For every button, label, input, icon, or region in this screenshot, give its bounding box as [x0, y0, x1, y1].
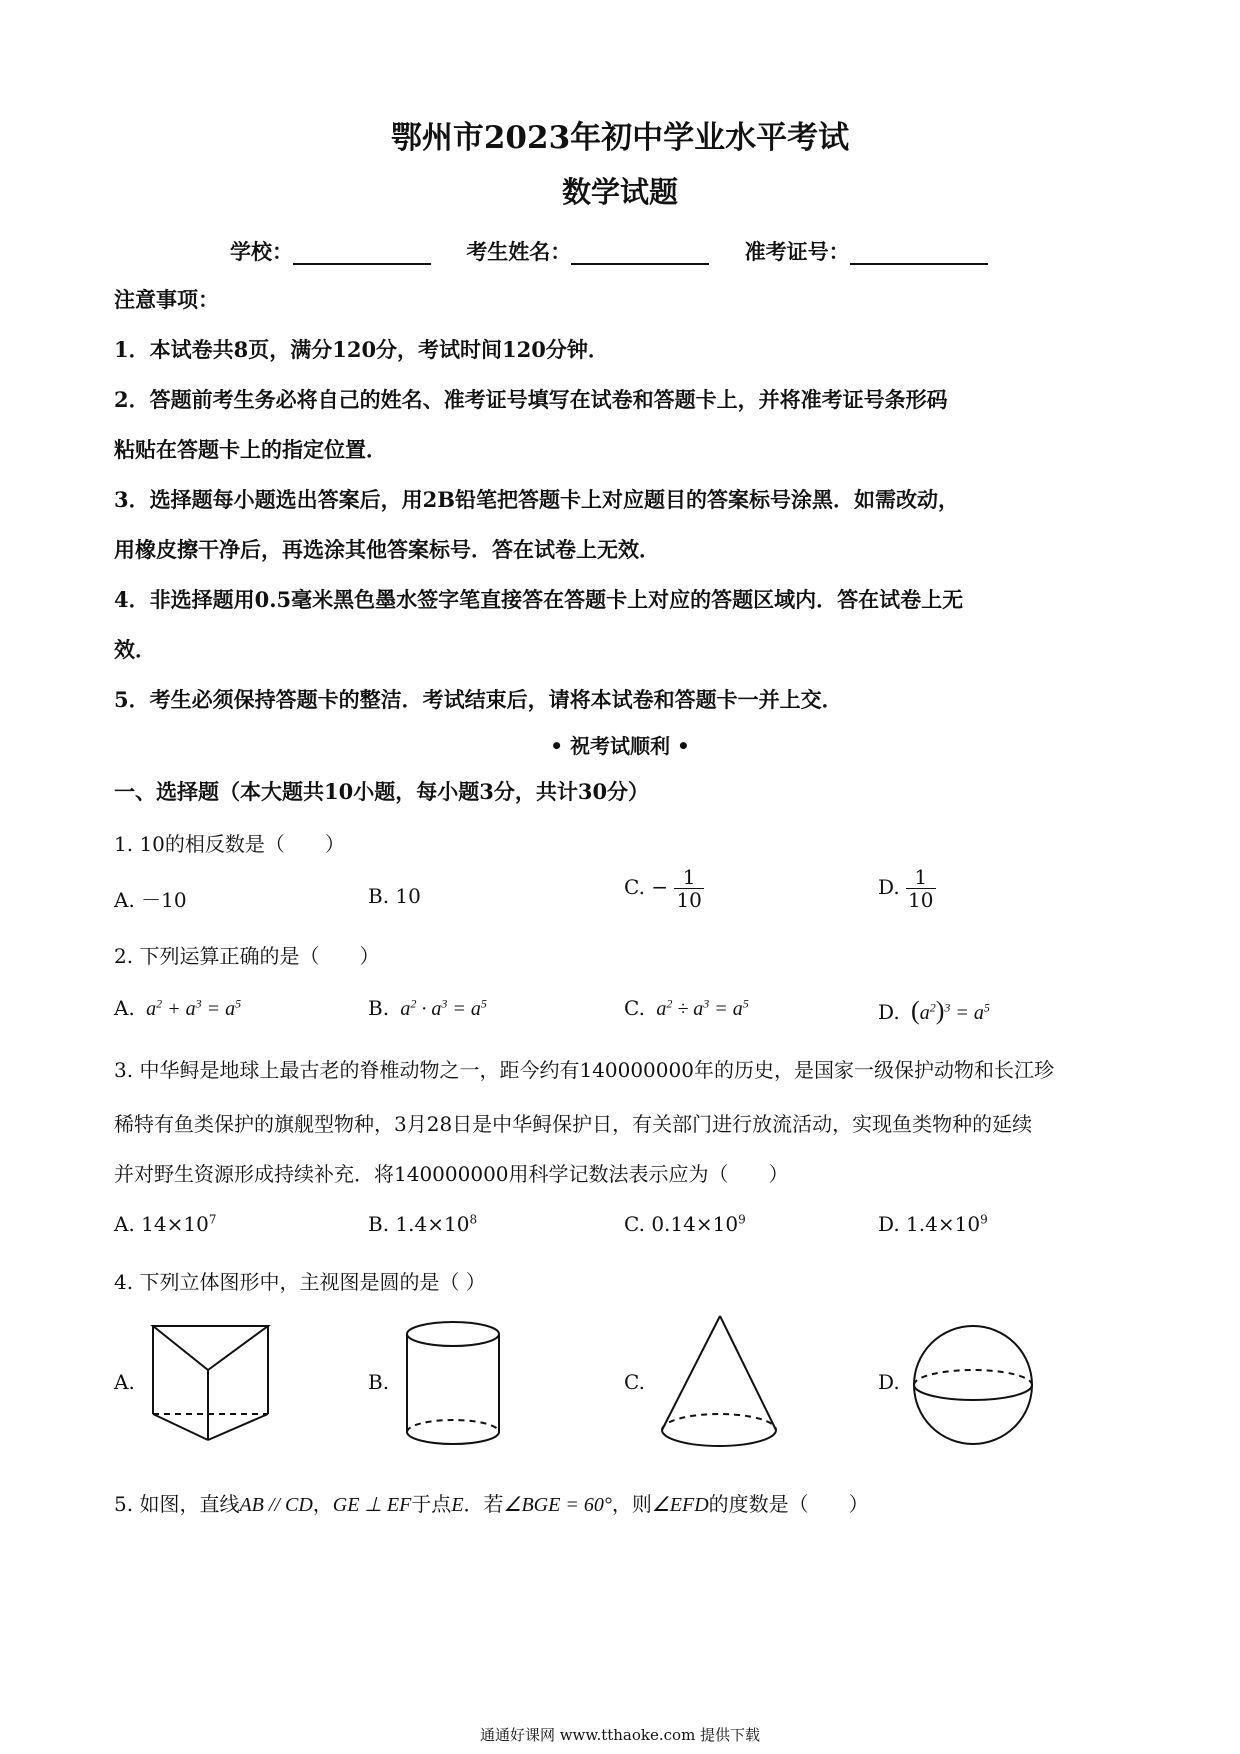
school-blank: [293, 243, 431, 265]
q1-d-den: 10: [908, 888, 934, 912]
q5-sep: ，则: [611, 1492, 652, 1516]
question-2-stem: 2. 下列运算正确的是（ ）: [114, 944, 380, 968]
school-label: 学校：: [230, 239, 293, 264]
question-1-stem: 1. 10的相反数是（ ）: [114, 832, 345, 856]
q5-point-e: E: [451, 1494, 464, 1516]
q3-d-exp: 9: [980, 1212, 988, 1227]
q5-angle-efd: ∠EFD: [651, 1494, 709, 1516]
notice-item: 1．本试卷共8页，满分120分，考试时间120分钟．: [114, 337, 609, 362]
name-blank: [571, 243, 709, 265]
q3-d-base: 1.4×10: [906, 1212, 981, 1236]
q1-option-c: [624, 866, 704, 911]
notice-item: 效．: [114, 637, 156, 662]
blessing: • 祝考试顺利 •: [550, 734, 690, 758]
q1-c-label: C.: [624, 875, 645, 899]
cylinder-figure: [398, 1318, 508, 1448]
q5-angle-bge: ∠BGE = 60°: [503, 1494, 612, 1516]
q1-option-d: [878, 866, 936, 911]
q5-sep: ．若: [463, 1492, 504, 1516]
q5-parallel-lines: AB // CD: [239, 1494, 313, 1516]
candidate-fields: [230, 236, 988, 266]
notice-item: 粘贴在答题卡上的指定位置．: [114, 437, 387, 462]
question-3-line: 3. 中华鲟是地球上最古老的脊椎动物之一，距今约有140000000年的历史，是国家一级保护动物和长江珍: [114, 1058, 1054, 1082]
question-3-line: 稀特有鱼类保护的旗舰型物种，3月28日是中华鲟保护日，有关部门进行放流活动，实现鱼类物种的延续: [114, 1112, 1033, 1136]
q5-suffix: 的度数是（ ）: [708, 1492, 869, 1516]
q3-b-label: B.: [368, 1212, 390, 1236]
q1-d-fraction: [906, 866, 935, 911]
footer-source: 通通好课网 www.tthaoke.com 提供下载: [479, 1726, 761, 1744]
q1-c-den: 10: [676, 888, 702, 912]
q1-d-num: 1: [906, 866, 935, 889]
q4-option-d-label: D.: [878, 1370, 900, 1394]
q3-option-b: [368, 1212, 477, 1236]
question-4-stem: 4. 下列立体图形中，主视图是圆的是（ ）: [114, 1270, 486, 1294]
q5-prefix: 5. 如图，直线: [114, 1492, 240, 1516]
notice-item: 4．非选择题用0.5毫米黑色墨水签字笔直接答在答题卡上对应的答题区域内．答在试卷上无: [114, 587, 964, 612]
q2-option-c: [624, 996, 749, 1021]
notice-heading: 注意事项：: [114, 287, 219, 312]
q2-option-a: [114, 996, 241, 1021]
q2-b-expr: $a^2 \cdot a^3 = a^5$: [395, 996, 487, 1020]
cone-figure: [654, 1312, 784, 1452]
q5-sep: ，: [312, 1492, 333, 1516]
triangular-prism-figure: [148, 1318, 288, 1448]
q2-c-label: C.: [624, 996, 645, 1020]
sphere-figure: [908, 1320, 1038, 1450]
id-label: 准考证号：: [744, 239, 850, 264]
q3-b-base: 1.4×10: [395, 1212, 470, 1236]
q4-option-c-label: C.: [624, 1370, 645, 1394]
q2-b-label: B.: [368, 996, 390, 1020]
notice-item: 3．选择题每小题选出答案后，用2B铅笔把答题卡上对应题目的答案标号涂黑．如需改动，: [114, 487, 959, 512]
name-label: 考生姓名：: [466, 239, 572, 264]
q2-c-expr: $a^2 \div a^3 = a^5$: [651, 996, 749, 1020]
q1-c-num: 1: [674, 866, 703, 889]
notice-item: 5．考生必须保持答题卡的整洁．考试结束后，请将本试卷和答题卡一并上交．: [114, 687, 843, 712]
q3-c-exp: 9: [738, 1212, 746, 1227]
q5-sep: 于点: [411, 1492, 452, 1516]
q1-c-sign: −: [651, 875, 669, 899]
q1-option-a: A. －10: [114, 888, 187, 912]
question-3-line: 并对野生资源形成持续补充．将140000000用科学记数法表示应为（ ）: [114, 1162, 789, 1186]
notice-item: 2．答题前考生务必将自己的姓名、准考证号填写在试卷和答题卡上，并将准考证号条形码: [114, 387, 948, 412]
q3-a-base: 14×10: [141, 1212, 209, 1236]
q1-d-label: D.: [878, 875, 900, 899]
q4-option-b-label: B.: [368, 1370, 390, 1394]
q1-option-b: B. 10: [368, 884, 421, 908]
q3-option-d: [878, 1212, 988, 1236]
notice-item: 用橡皮擦干净后，再选涂其他答案标号．答在试卷上无效．: [114, 537, 660, 562]
exam-subtitle: 数学试题: [561, 175, 678, 209]
q2-d-expr: $(a^2)^3 = a^5$: [911, 996, 990, 1025]
q5-perpendicular: GE ⊥ EF: [332, 1494, 412, 1516]
q3-c-base: 0.14×10: [651, 1212, 739, 1236]
q4-option-a-label: A.: [114, 1370, 135, 1394]
exam-title: 鄂州市2023年初中学业水平考试: [390, 120, 850, 156]
q3-d-label: D.: [878, 1212, 900, 1236]
q2-a-expr: $a^2 + a^3 = a^5$: [141, 996, 242, 1020]
q2-a-label: A.: [114, 996, 135, 1020]
q3-option-a: [114, 1212, 216, 1236]
q3-a-label: A.: [114, 1212, 135, 1236]
q2-d-label: D.: [878, 1000, 900, 1024]
q2-option-d: [878, 996, 990, 1026]
q3-c-label: C.: [624, 1212, 645, 1236]
id-blank: [850, 243, 988, 265]
q1-c-fraction: [674, 866, 703, 911]
question-5-stem: [114, 1488, 869, 1517]
q3-a-exp: 7: [208, 1212, 217, 1227]
q2-option-b: [368, 996, 487, 1021]
section-heading: 一、选择题（本大题共10小题，每小题3分，共计30分）: [114, 779, 650, 804]
q3-option-c: [624, 1212, 746, 1236]
q3-b-exp: 8: [469, 1212, 478, 1227]
